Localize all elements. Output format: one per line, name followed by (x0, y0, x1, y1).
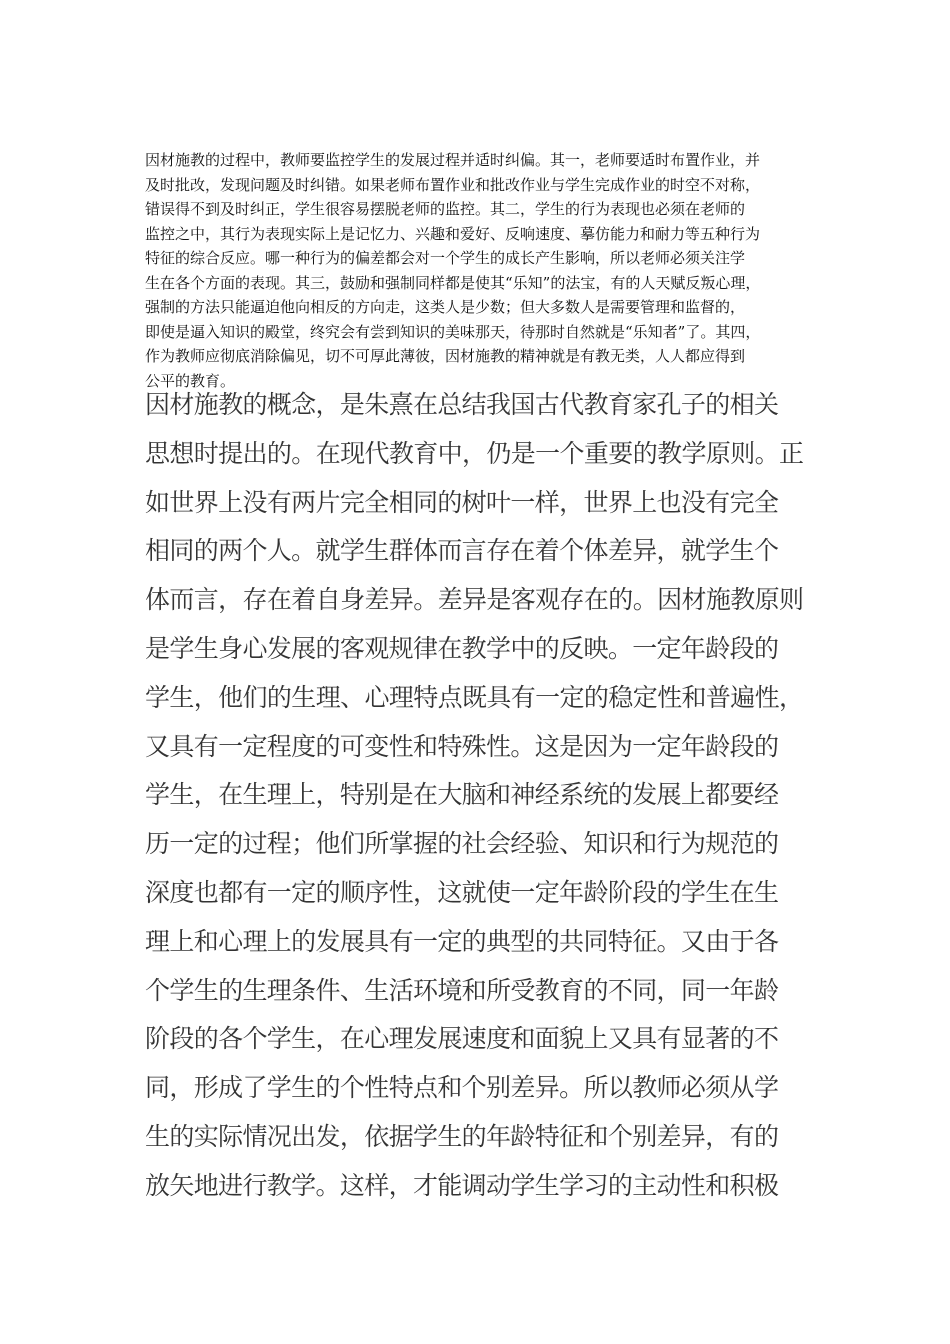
text-line: 是学生身心发展的客观规律在教学中的反映。一定年龄段的 (145, 633, 779, 663)
text-line: 放矢地进行教学。这样，才能调动学生学习的主动性和积极 (145, 1170, 779, 1200)
text-line: 特征的综合反应。哪一种行为的偏差都会对一个学生的成长产生影响，所以老师必须关注学 (145, 249, 746, 267)
text-line: 生的实际情况出发，依据学生的年龄特征和个别差异，有的 (145, 1121, 779, 1151)
text-line: 如世界上没有两片完全相同的树叶一样，世界上也没有完全 (145, 487, 779, 517)
text-line: 深度也都有一定的顺序性，这就使一定年龄阶段的学生在生 (145, 877, 779, 907)
text-line: 公平的教育。 (145, 371, 236, 390)
text-line: 历一定的过程；他们所掌握的社会经验、知识和行为规范的 (145, 829, 779, 859)
text-line: 因材施教的概念，是朱熹在总结我国古代教育家孔子的相关 (145, 390, 779, 419)
text-line: 同，形成了学生的个性特点和个别差异。所以教师必须从学 (145, 1073, 779, 1103)
text-line: 因材施教的过程中，教师要监控学生的发展过程并适时纠偏。其一，老师要适时布置作业，并 (145, 151, 761, 169)
text-line: 思想时提出的。在现代教育中，仍是一个重要的教学原则。正 (145, 438, 804, 468)
text-line: 作为教师应彻底消除偏见，切不可厚此薄彼，因材施教的精神就是有教无类，人人都应得到 (145, 347, 746, 365)
text-line: 体而言，存在着自身差异。差异是客观存在的。因材施教原则 (145, 585, 804, 615)
text-line: 学生，在生理上，特别是在大脑和神经系统的发展上都要经 (145, 780, 779, 810)
text-line: 即使是逼入知识的殿堂，终究会有尝到知识的美味那天，待那时自然就是“乐知者”了。其四， (145, 322, 761, 341)
text-line: 强制的方法只能逼迫他向相反的方向走，这类人是少数；但大多数人是需要管理和监督的， (145, 298, 746, 316)
text-line: 学生，他们的生理、心理特点既具有一定的稳定性和普遍性， (145, 682, 804, 712)
text-line: 监控之中，其行为表现实际上是记忆力、兴趣和爱好、反响速度、摹仿能力和耐力等五种行为 (145, 224, 761, 243)
text-line: 生在各个方面的表现。其三，鼓励和强制同样都是使其“乐知”的法宝，有的人天赋反叛心理， (145, 273, 761, 292)
paragraph-small-print (145, 148, 817, 393)
text-line: 个学生的生理条件、生活环境和所受教育的不同，同一年龄 (145, 975, 779, 1005)
text-line: 理上和心理上的发展具有一定的典型的共同特征。又由于各 (145, 926, 779, 956)
text-line: 又具有一定程度的可变性和特殊性。这是因为一定年龄段的 (145, 731, 779, 761)
text-line: 阶段的各个学生，在心理发展速度和面貌上又具有显著的不 (145, 1024, 779, 1054)
paragraph-large-print (145, 381, 825, 1211)
text-line: 相同的两个人。就学生群体而言存在着个体差异，就学生个 (145, 536, 779, 566)
text-line: 及时批改，发现问题及时纠错。如果老师布置作业和批改作业与学生完成作业的时空不对称， (145, 175, 761, 194)
text-line: 错误得不到及时纠正，学生很容易摆脱老师的监控。其二，学生的行为表现也必须在老师的 (145, 200, 746, 218)
